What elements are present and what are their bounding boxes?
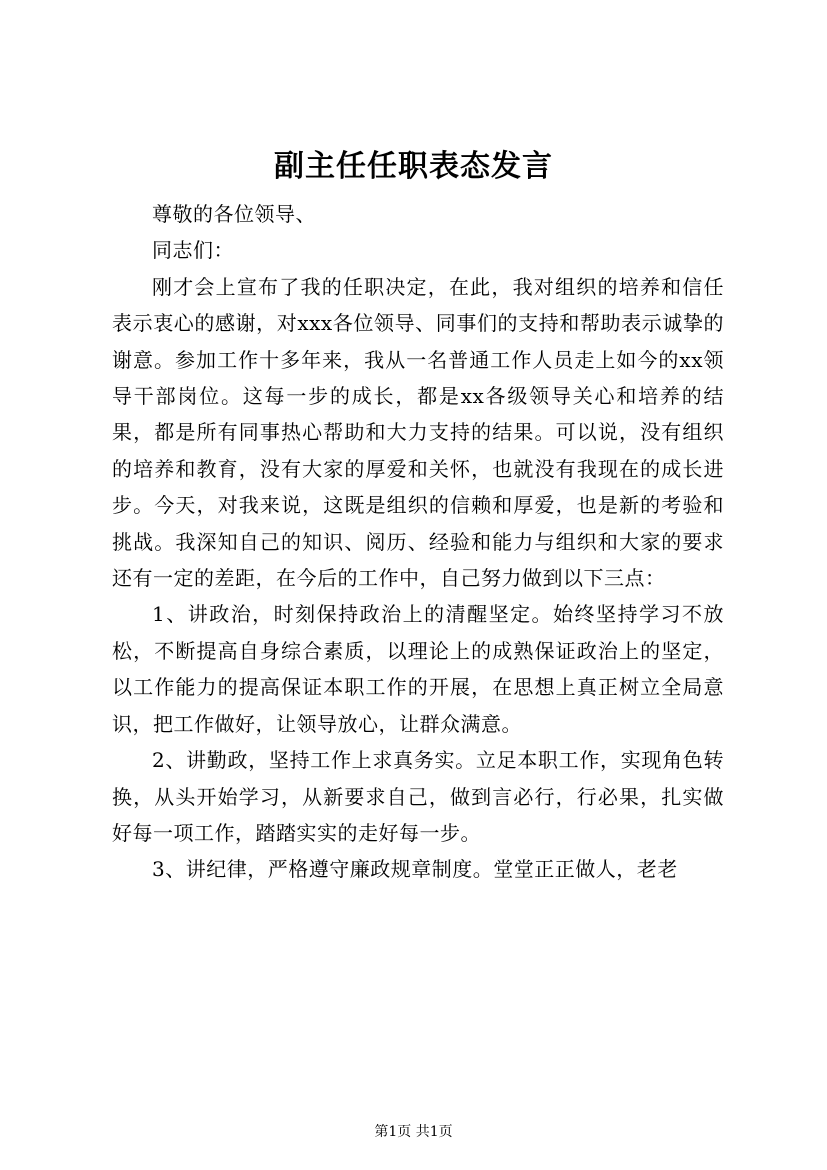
intro-paragraph: 刚才会上宣布了我的任职决定，在此，我对组织的培养和信任表示衷心的感谢，对xxx各位领导、同事们的支持和帮助表示诚挚的谢意。参加工作十多年来，我从一名普通工作人员走上如今的xx领导干部岗位。这每一步的成长，都是xx各级领导关心和培养的结果，都是所有同事热心帮助和大力支持的结果。可以说，没有组织的培养和教育，没有大家的厚爱和关怀，也就没有我现在的成长进步。今天，对我来说，这既是组织的信赖和厚爱，也是新的考验和挑战。我深知自己的知识、阅历、经验和能力与组织和大家的要求还有一定的差距，在今后的工作中，自己努力做到以下三点： <box>112 274 724 591</box>
salutation-line-1: 尊敬的各位领导、 <box>152 202 316 226</box>
point-2-paragraph: 2、讲勤政，坚持工作上求真务实。立足本职工作，实现角色转换，从头开始学习，从新要求自己，做到言必行，行必果，扎实做好每一项工作，踏踏实实的走好每一步。 <box>112 748 724 845</box>
document-body <box>112 196 724 888</box>
salutation-line-2: 同志们： <box>152 238 234 263</box>
page-number-footer: 第1页 共1页 <box>374 1124 453 1140</box>
point-1-paragraph: 1、讲政治，时刻保持政治上的清醒坚定。始终坚持学习不放松，不断提高自身综合素质，以理论上的成熟保证政治上的坚定，以工作能力的提高保证本职工作的开展，在思想上真正树立全局意识，把工作做好，让领导放心，让群众满意。 <box>112 602 724 736</box>
document-title: 副主任任职表态发言 <box>274 149 553 184</box>
point-3-paragraph: 3、讲纪律，严格遵守廉政规章制度。堂堂正正做人，老老 <box>152 857 678 882</box>
